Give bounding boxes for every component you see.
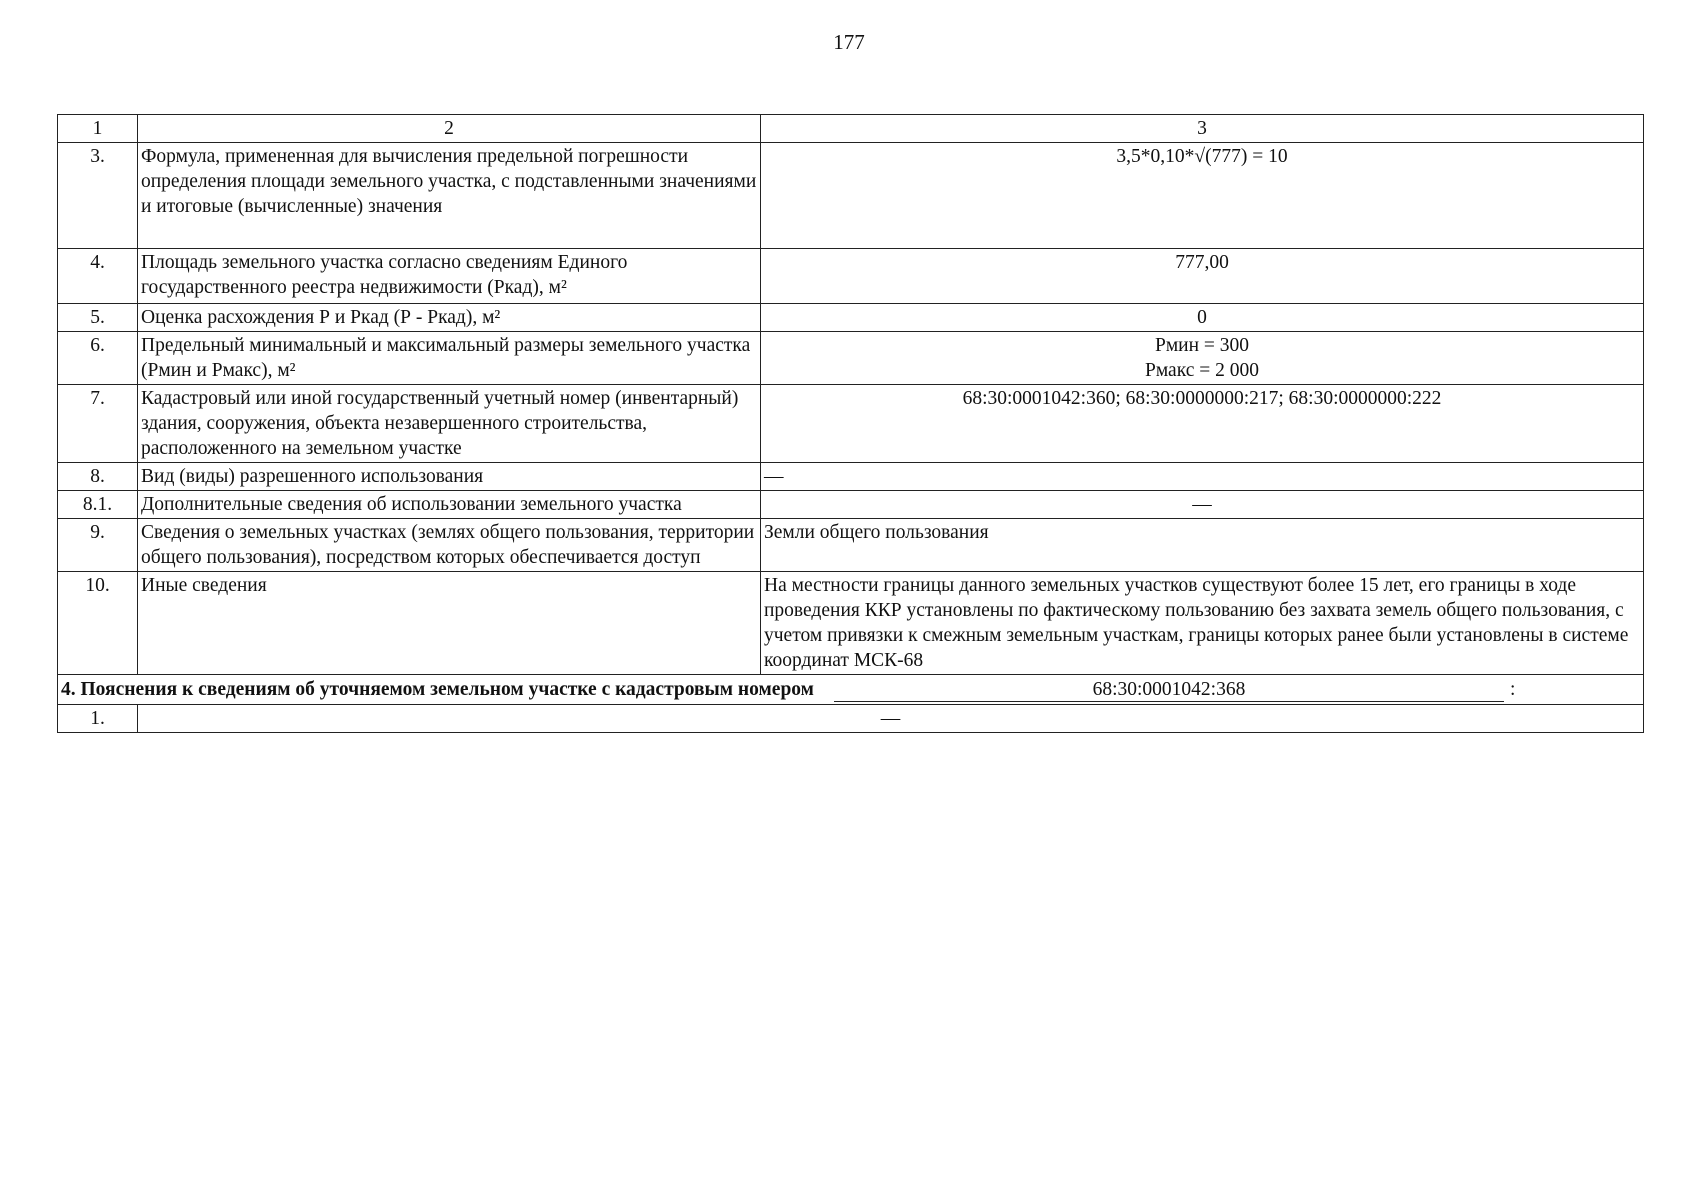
table-row bbox=[58, 519, 1644, 572]
table-row bbox=[58, 491, 1644, 519]
min-size-value: Рмин = 300 bbox=[1154, 335, 1250, 356]
cadastral-data-table bbox=[57, 114, 1644, 733]
row-number: 10. bbox=[58, 572, 138, 675]
row-value: — bbox=[761, 463, 1644, 491]
table-row bbox=[58, 385, 1644, 463]
table-row bbox=[58, 332, 1644, 385]
row-number: 3. bbox=[58, 143, 138, 249]
section-title: 4. Пояснения к сведениям об уточняемом земельном участке с кадастровым номером bbox=[61, 679, 814, 700]
row-label: Площадь земельного участка согласно сведениям Единого государственного реестра недвижимости (Ркад), м² bbox=[138, 249, 761, 304]
row-label: Вид (виды) разрешенного использования bbox=[138, 463, 761, 491]
row-label: Предельный минимальный и максимальный размеры земельного участка (Рмин и Рмакс), м² bbox=[138, 332, 761, 385]
table-row bbox=[58, 249, 1644, 304]
table-row bbox=[58, 705, 1644, 733]
table-row bbox=[58, 143, 1644, 249]
table-row bbox=[58, 304, 1644, 332]
cadastral-number: 68:30:0001042:368 bbox=[834, 678, 1504, 702]
row-value: 3,5*0,10*√(777) = 10 bbox=[761, 143, 1644, 249]
row-value bbox=[761, 332, 1644, 385]
row-number: 5. bbox=[58, 304, 138, 332]
row-value: 777,00 bbox=[761, 249, 1644, 304]
row-label: Иные сведения bbox=[138, 572, 761, 675]
column-header-1: 1 bbox=[58, 115, 138, 143]
column-header-row bbox=[58, 115, 1644, 143]
row-label: Кадастровый или иной государственный учетный номер (инвентарный) здания, сооружения, объекта незавершенного строительства, расположенного на земельном участке bbox=[138, 385, 761, 463]
row-label: Сведения о земельных участках (землях общего пользования, территории общего пользования), посредством которых обеспечивается доступ bbox=[138, 519, 761, 572]
row-value: — bbox=[138, 705, 1644, 733]
row-value: 68:30:0001042:360; 68:30:0000000:217; 68:30:0000000:222 bbox=[761, 385, 1644, 463]
row-number: 8.1. bbox=[58, 491, 138, 519]
row-value: Земли общего пользования bbox=[761, 519, 1644, 572]
section-header bbox=[58, 675, 1644, 705]
row-number: 6. bbox=[58, 332, 138, 385]
row-value: На местности границы данного земельных участков существуют более 15 лет, его границы в ходе проведения ККР установлены по фактическому пользованию без захвата земель общего пользования, с учетом привязки к смежным земельным участкам, границы которых ранее были установлены в системе координат МСК-68 bbox=[761, 572, 1644, 675]
row-value: 0 bbox=[761, 304, 1644, 332]
row-number: 4. bbox=[58, 249, 138, 304]
section-colon: : bbox=[1509, 679, 1516, 700]
column-header-3: 3 bbox=[761, 115, 1644, 143]
column-header-2: 2 bbox=[138, 115, 761, 143]
page-number: 177 bbox=[833, 30, 865, 54]
max-size-value: Рмакс = 2 000 bbox=[1145, 360, 1259, 381]
row-number: 7. bbox=[58, 385, 138, 463]
row-number: 1. bbox=[58, 705, 138, 733]
row-number: 8. bbox=[58, 463, 138, 491]
row-value: — bbox=[761, 491, 1644, 519]
section-header-row bbox=[58, 675, 1644, 705]
row-number: 9. bbox=[58, 519, 138, 572]
row-label: Дополнительные сведения об использовании земельного участка bbox=[138, 491, 761, 519]
row-label: Оценка расхождения Р и Ркад (Р - Ркад), м² bbox=[138, 304, 761, 332]
row-label: Формула, примененная для вычисления предельной погрешности определения площади земельного участка, с подставленными значениями и итоговые (вычисленные) значения bbox=[138, 143, 761, 249]
table-row bbox=[58, 463, 1644, 491]
table-row bbox=[58, 572, 1644, 675]
